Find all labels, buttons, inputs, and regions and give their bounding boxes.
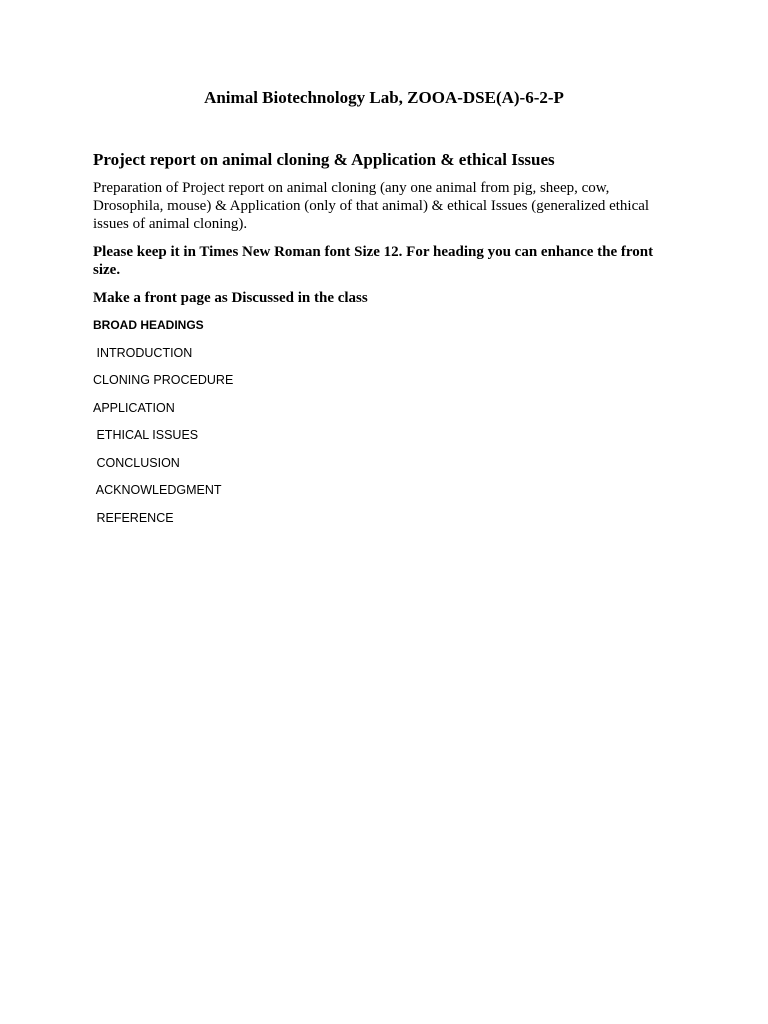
heading-item-cloning-procedure: CLONING PROCEDURE bbox=[93, 373, 234, 387]
heading-item-conclusion: CONCLUSION bbox=[93, 455, 180, 470]
broad-headings-list bbox=[93, 345, 683, 526]
section-heading: Project report on animal cloning & Application & ethical Issues bbox=[93, 150, 555, 169]
heading-item-ethical-issues: ETHICAL ISSUES bbox=[93, 428, 199, 442]
heading-item-introduction: INTRODUCTION bbox=[93, 345, 193, 360]
front-page-instruction: Make a front page as Discussed in the class bbox=[93, 290, 368, 306]
project-description: Preparation of Project report on animal cloning (any one animal from pig, sheep, cow, Drosophila, mouse) & Application (only of that animal) & ethical Issues (generalized ethical issues of animal cloning). bbox=[93, 180, 650, 232]
document-body bbox=[93, 149, 683, 526]
broad-headings-title: BROAD HEADINGS bbox=[93, 318, 204, 332]
heading-item-application: APPLICATION bbox=[93, 400, 175, 415]
font-instruction: Please keep it in Times New Roman font Size 12. For heading you can enhance the front size. bbox=[93, 244, 654, 278]
document-title: Animal Biotechnology Lab, ZOOA-DSE(A)-6-2-P bbox=[204, 88, 564, 107]
heading-item-reference: REFERENCE bbox=[93, 510, 174, 525]
heading-item-acknowledgment: ACKNOWLEDGMENT bbox=[93, 483, 222, 497]
